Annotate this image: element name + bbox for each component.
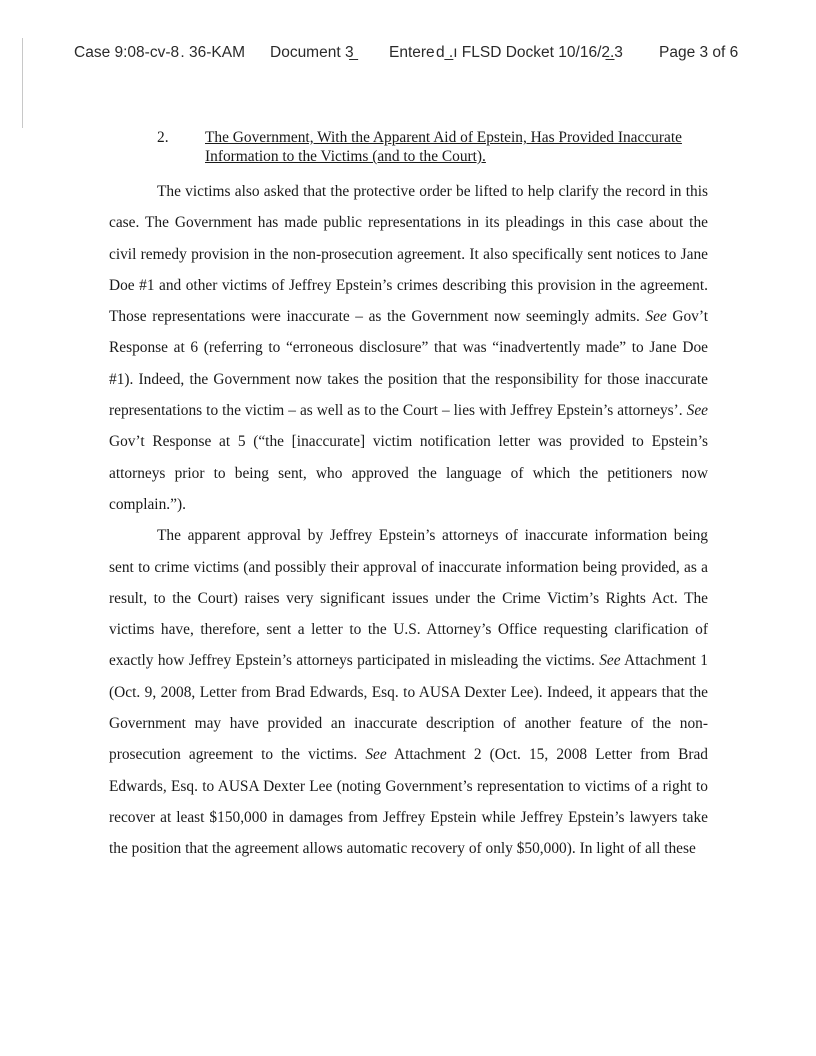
text-run: Attachment 1 (Oct. 9, 2008, Letter from Brad Edwards, Esq. to AUSA Dexter Lee). Indeed, it appears that the Government may have provided an inaccurate description of another feature of the non-prosecution agreement to the victims. — [109, 652, 708, 764]
section-title: The Government, With the Apparent Aid of Epstein, Has Provided Inaccurate Information to the Victims (and to the Court). — [205, 129, 682, 165]
paragraph — [109, 520, 708, 864]
citation-signal: See — [365, 746, 387, 764]
text-run: Gov’t Response at 5 (“the [inaccurate] victim notification letter was provided to Epstein’s attorneys prior to being sent, who approved the language of which the petitioners now complain.”). — [109, 433, 708, 513]
section-number: 2. — [157, 129, 169, 146]
page-number: Page 3 of 6 — [659, 44, 739, 61]
text-run: The apparent approval by Jeffrey Epstein’s attorneys of inaccurate information being sent to crime victims (and possibly their approval of inaccurate information being provided, as a result, to the Court) raises very significant issues under the Crime Victim’s Rights Act. The victims have, therefore, sent a letter to the U.S. Attorney’s Office requesting clarification of exactly how Jeffrey Epstein’s attorneys participated in misleading the victims. — [109, 527, 708, 670]
citation-signal: See — [599, 652, 621, 670]
citation-signal: See — [645, 308, 667, 326]
paragraph — [109, 176, 708, 520]
citation-signal: See — [686, 402, 708, 420]
docket-entry: Entere d ̲.ı FLSD Docket 10/16/2̲̲̲.3 — [389, 44, 623, 61]
text-run: Gov’t Response at 6 (referring to “erroneous disclosure” that was “inadvertently made” to Jane Doe #1). Indeed, the Government now takes the position that the responsibility for those inaccurate representations to the victim – as well as to the Court – lies with Jeffrey Epstein’s attorneys’. — [109, 308, 708, 420]
text-run: Attachment 2 (Oct. 15, 2008 Letter from Brad Edwards, Esq. to AUSA Dexter Lee (noting Government’s representation to victims of a right to recover at least $150,000 in damages from Jeffrey Epstein while Jeffrey Epstein’s lawyers take the position that the agreement allows automatic recovery of only $50,000). In light of all these — [109, 746, 708, 858]
case-number: Case 9:08-cv-8 . 36-KAM — [74, 44, 245, 61]
text-run: The victims also asked that the protective order be lifted to help clarify the record in this case. The Government has made public representations in its pleadings in this case about the civil remedy provision in the non-prosecution agreement. It also specifically sent notices to Jane Doe #1 and other victims of Jeffrey Epstein’s crimes describing this provision in the agreement. Those representations were inaccurate – as the Government now seemingly admits. — [109, 183, 708, 326]
document-number: Document 3̲ — [270, 44, 354, 61]
scan-margin-line — [22, 38, 23, 128]
document-body — [109, 176, 708, 865]
